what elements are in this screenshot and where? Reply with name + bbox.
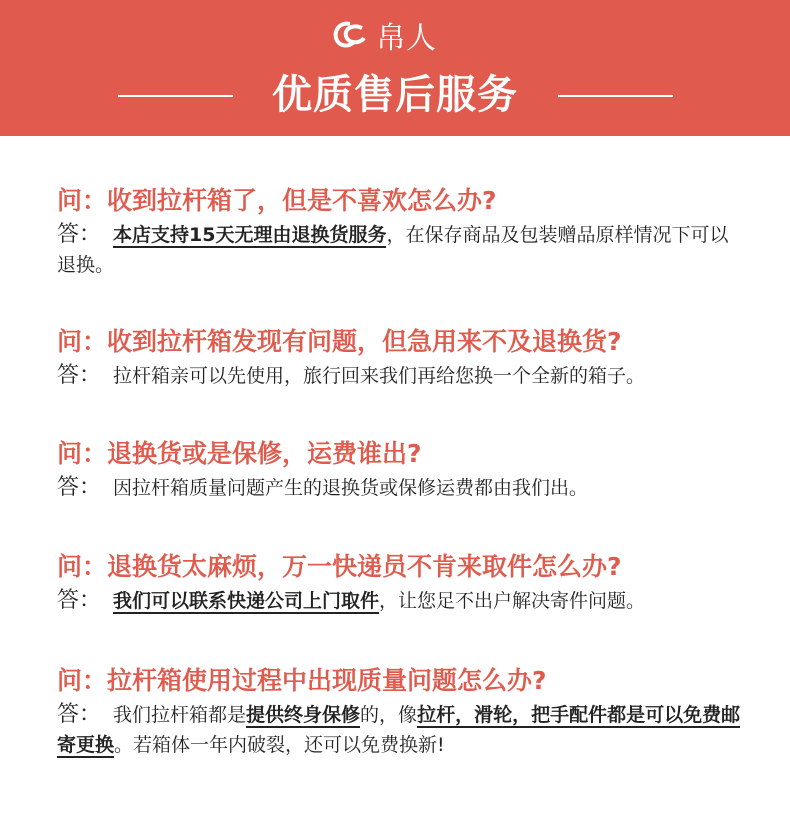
faq-item-3 (57, 437, 747, 503)
answer-prefix-2: 答： (57, 363, 102, 388)
header-banner (0, 0, 790, 136)
answer-prefix-3: 答： (57, 475, 102, 500)
title-divider-right (558, 95, 673, 97)
answer-prefix-4: 答： (57, 588, 102, 613)
answer-highlight-1: 本店支持15天无理由退换货服务 (113, 224, 387, 246)
answer-text-5c: 。若箱体一年内破裂，还可以免费换新! (114, 734, 445, 756)
faq-item-5 (57, 664, 747, 760)
answer-highlight-5b: 拉杆，滑轮，把手配件都是可以免费邮寄更换 (57, 704, 741, 756)
faq-item-1 (57, 184, 747, 280)
answer-prefix-1: 答： (57, 222, 102, 247)
answer-text-2: 拉杆箱亲可以先使用，旅行回来我们再给您换一个全新的箱子。 (113, 365, 646, 387)
answer-highlight-4: 我们可以联系快递公司上门取件 (113, 590, 380, 612)
faq-item-2 (57, 325, 747, 391)
brand-logo (330, 14, 450, 62)
faq-question-1: 问：收到拉杆箱了，但是不喜欢怎么办? (57, 186, 497, 215)
answer-prefix-5: 答： (57, 702, 102, 727)
faq-question-4: 问：退换货太麻烦，万一快递员不肯来取件怎么办? (57, 552, 622, 581)
answer-text-1: ，在保存商品及包装赠品原样情况下可以退换。 (57, 224, 729, 276)
faq-answer-5 (57, 700, 747, 760)
faq-answer-4 (57, 586, 747, 616)
answer-text-5b: 的，像 (360, 704, 418, 726)
faq-answer-2 (57, 361, 747, 391)
answer-text-4: ，让您足不出户解决寄件问题。 (379, 590, 646, 612)
faq-item-4 (57, 550, 747, 616)
faq-question-5: 问：拉杆箱使用过程中出现质量问题怎么办? (57, 666, 547, 695)
page-title: 优质售后服务 (272, 72, 518, 118)
answer-text-3: 因拉杆箱质量问题产生的退换货或保修运费都由我们出。 (113, 477, 589, 499)
answer-text-5a: 我们拉杆箱都是 (113, 704, 247, 726)
faq-answer-1 (57, 220, 747, 280)
faq-answer-3 (57, 473, 747, 503)
brand-logo-text: 帛人 (376, 21, 436, 56)
faq-question-3: 问：退换货或是保修，运费谁出? (57, 439, 422, 468)
faq-question-2: 问：收到拉杆箱发现有问题，但急用来不及退换货? (57, 327, 622, 356)
answer-highlight-5a: 提供终身保修 (246, 704, 361, 726)
